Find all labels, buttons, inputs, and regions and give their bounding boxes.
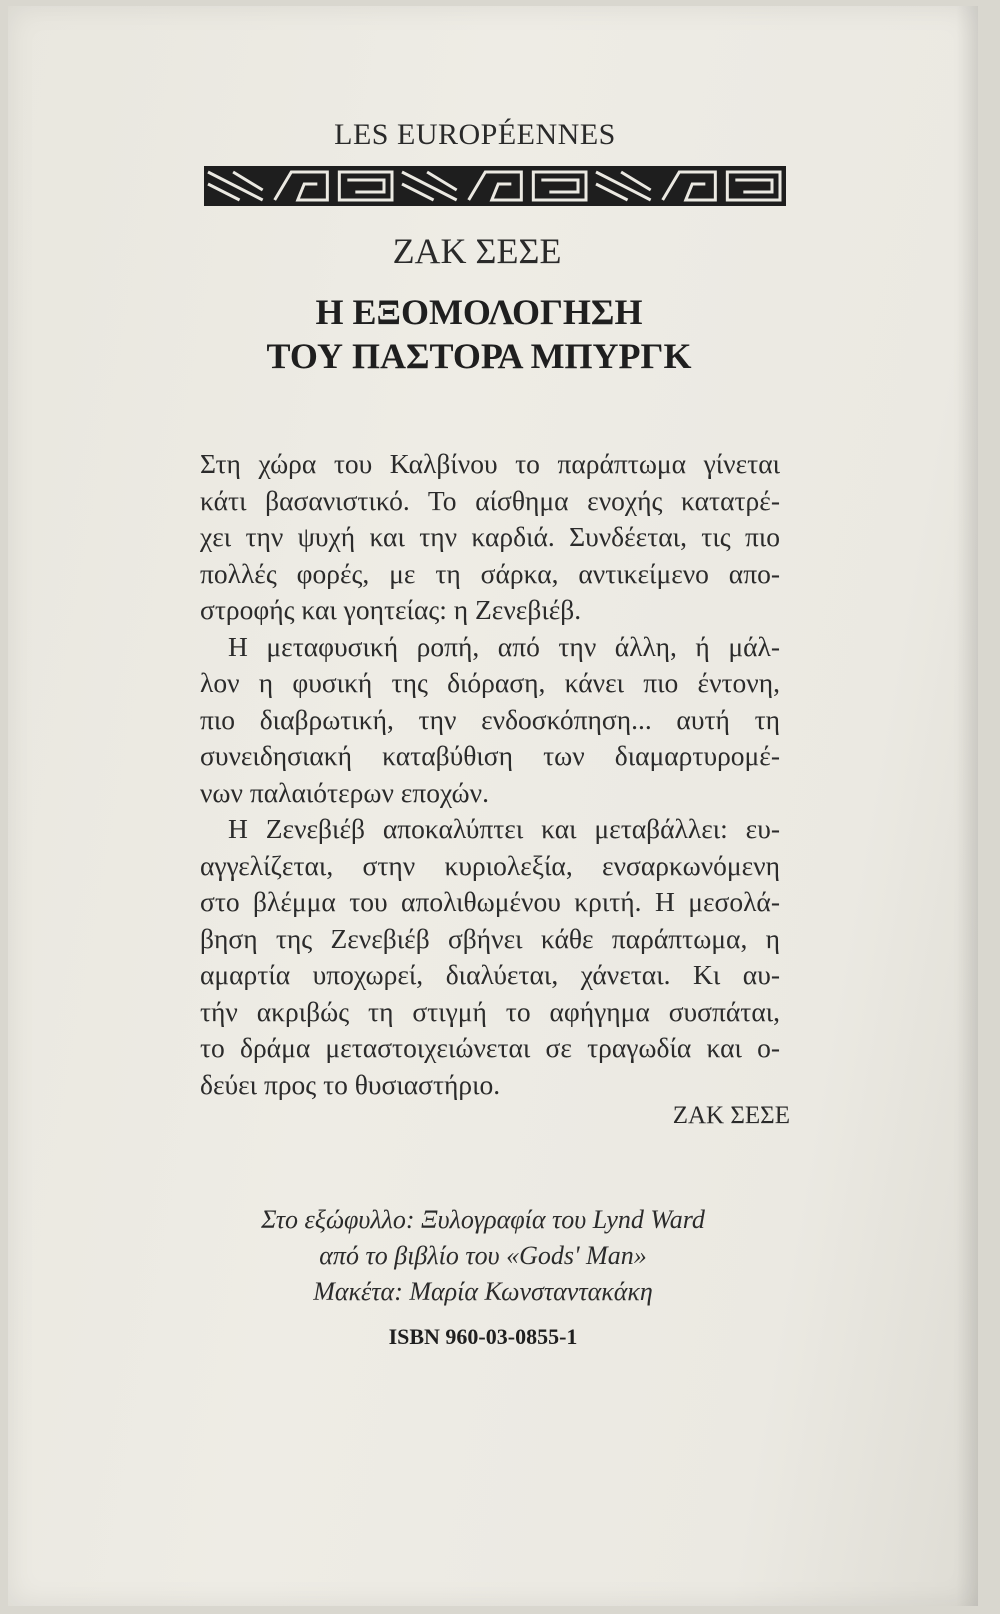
blurb-line: στο βλέμμα του απολιθωμένου κριτή. Η μεσολά- <box>200 886 780 917</box>
credit-line-source-book: από το βιβλίο του «Gods' Man» <box>319 1241 647 1270</box>
blurb-line: λον η φυσική της διόραση, κάνει πιο έντονη, <box>200 667 780 698</box>
author-name: ΖΑΚ ΣΕΣΕ <box>392 231 562 271</box>
book-title <box>0 290 964 378</box>
blurb-line: δεύει προς το θυσιαστήριο. <box>200 1068 501 1100</box>
blurb-signature: ΖΑΚ ΣΕΣΕ <box>672 1102 790 1129</box>
book-title-line-2: ΤΟΥ ΠΑΣΤΟΡΑ ΜΠΥΡΓΚ <box>266 336 692 376</box>
blurb-line: αμαρτία υποχωρεί, διαλύεται, χάνεται. Κι αυ- <box>200 959 780 990</box>
cover-credits <box>0 1202 968 1310</box>
blurb-line: αγγελίζεται, στην κυριολεξία, ενσαρκωνόμενη <box>200 849 780 881</box>
credit-line-design: Μακέτα: Μαρία Κωνσταντακάκη <box>313 1277 653 1306</box>
blurb-line: Στη χώρα του Καλβίνου το παράπτωμα γίνεται <box>200 448 780 479</box>
blurb-paragraph <box>200 811 780 1103</box>
blurb-line: πολλές φορές, με τη σάρκα, αντικείμενο απο- <box>200 557 780 589</box>
blurb-line: συνειδησιακή καταβύθιση των διαμαρτυρομέ- <box>200 740 780 771</box>
blurb-line: κάτι βασανιστικό. Το αίσθημα ενοχής κατατρέ- <box>200 484 780 516</box>
blurb-paragraph <box>200 446 780 629</box>
blurb-line: νων παλαιότερων εποχών. <box>200 776 489 808</box>
blurb-line: τήν ακριβώς τη στιγμή το αφήγημα συσπάται, <box>200 995 780 1027</box>
blurb-line: το δράμα μεταστοιχειώνεται σε τραγωδία και ο- <box>200 1032 780 1063</box>
series-name: LES EUROPÉENNES <box>334 118 616 151</box>
isbn-number: ISBN 960-03-0855-1 <box>388 1324 578 1349</box>
blurb-line: βηση της Ζενεβιέβ σβήνει κάθε παράπτωμα, η <box>200 922 780 954</box>
blurb-line: Η μεταφυσική ροπή, από την άλλη, ή μάλ- <box>228 630 780 662</box>
blurb-line: πιο διαβρωτική, την ενδοσκόπηση... αυτή τη <box>200 703 780 735</box>
blurb-paragraph <box>200 629 780 812</box>
back-cover <box>8 6 978 1606</box>
credit-line-cover-art: Στο εξώφυλλο: Ξυλογραφία του Lynd Ward <box>261 1205 705 1234</box>
blurb-line: χει την ψυχή και την καρδιά. Συνδέεται, τις πιο <box>200 521 780 552</box>
blurb-line: στροφής και γοητείας: η Ζενεβιέβ. <box>200 594 582 625</box>
meander-ornament <box>204 166 786 206</box>
book-title-line-1: Η ΕΞΟΜΟΛΟΓΗΣΗ <box>315 292 643 332</box>
blurb-line: Η Ζενεβιέβ αποκαλύπτει και μεταβάλλει: ευ- <box>228 813 780 844</box>
blurb-text <box>200 446 780 1103</box>
